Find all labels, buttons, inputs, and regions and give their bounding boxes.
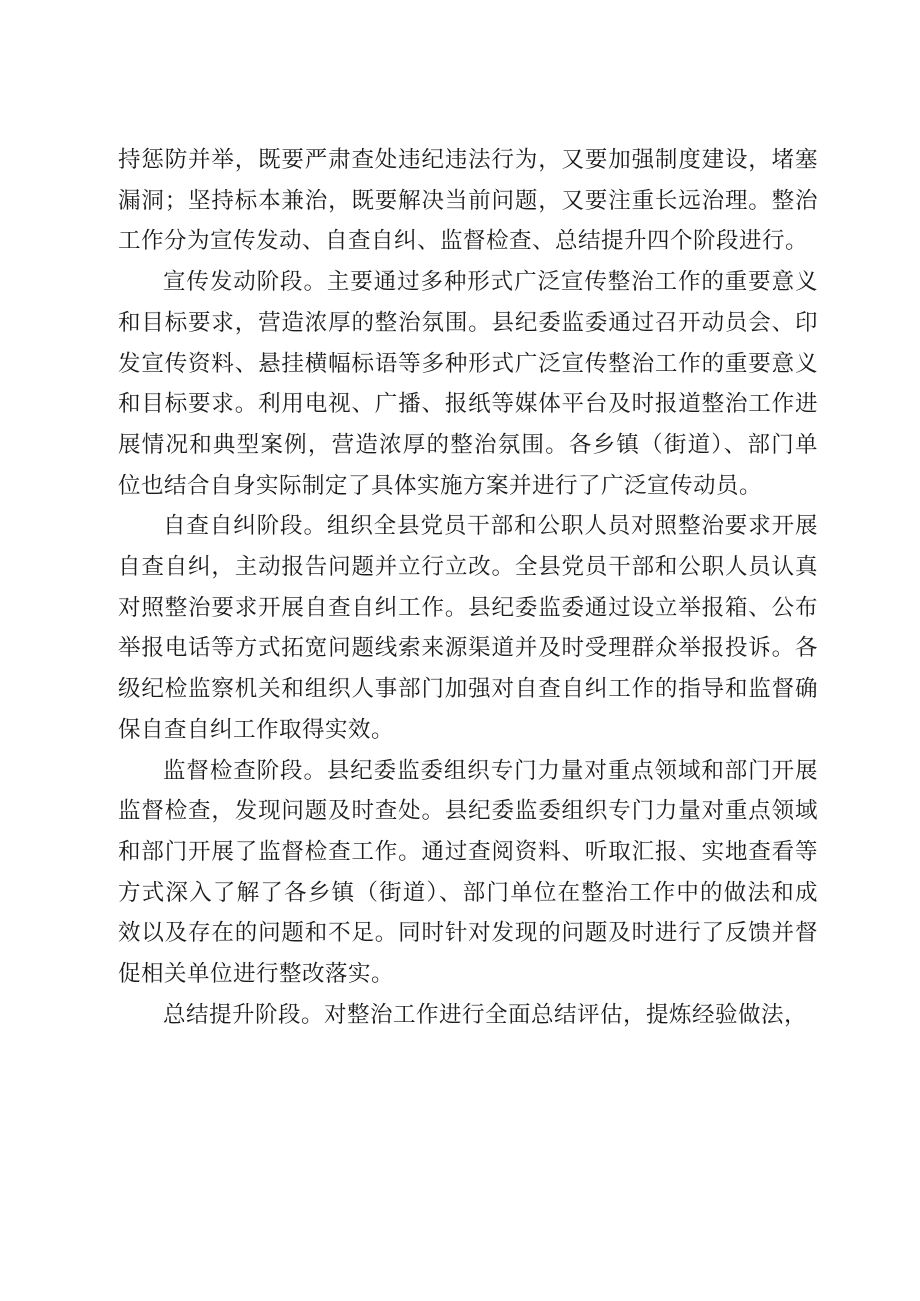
paragraph-1: 持惩防并举，既要严肃查处违纪违法行为，又要加强制度建设，堵塞漏洞；坚持标本兼治，既要解决当前问题，又要注重长远治理。整治工作分为宣传发动、自查自纠、监督检查、总结提升四个阶段进行。 bbox=[118, 147, 818, 255]
paragraph-4: 监督检查阶段。县纪委监委组织专门力量对重点领域和部门开展监督检查，发现问题及时查处。县纪委监委组织专门力量对重点领域和部门开展了监督检查工作。通过查阅资料、听取汇报、实地查看等方式深入了解了各乡镇（街道）、部门单位在整治工作中的做法和成效以及存在的问题和不足。同时针对发现的问题及时进行了反馈并督促相关单位进行整改落实。 bbox=[118, 757, 818, 988]
paragraph-3: 自查自纠阶段。组织全县党员干部和公职人员对照整治要求开展自查自纠，主动报告问题并立行立改。全县党员干部和公职人员认真对照整治要求开展自查自纠工作。县纪委监委通过设立举报箱、公布举报电话等方式拓宽问题线索来源渠道并及时受理群众举报投诉。各级纪检监察机关和组织人事部门加强对自查自纠工作的指导和监督确保自查自纠工作取得实效。 bbox=[118, 513, 818, 743]
document-body bbox=[118, 140, 818, 1035]
paragraph-5: 总结提升阶段。对整治工作进行全面总结评估，提炼经验做法， bbox=[163, 1001, 808, 1028]
paragraph-2: 宣传发动阶段。主要通过多种形式广泛宣传整治工作的重要意义和目标要求，营造浓厚的整治氛围。县纪委监委通过召开动员会、印发宣传资料、悬挂横幅标语等多种形式广泛宣传整治工作的重要意义和目标要求。利用电视、广播、报纸等媒体平台及时报道整治工作进展情况和典型案例，营造浓厚的整治氛围。各乡镇（街道）、部门单位也结合自身实际制定了具体实施方案并进行了广泛宣传动员。 bbox=[118, 269, 818, 499]
